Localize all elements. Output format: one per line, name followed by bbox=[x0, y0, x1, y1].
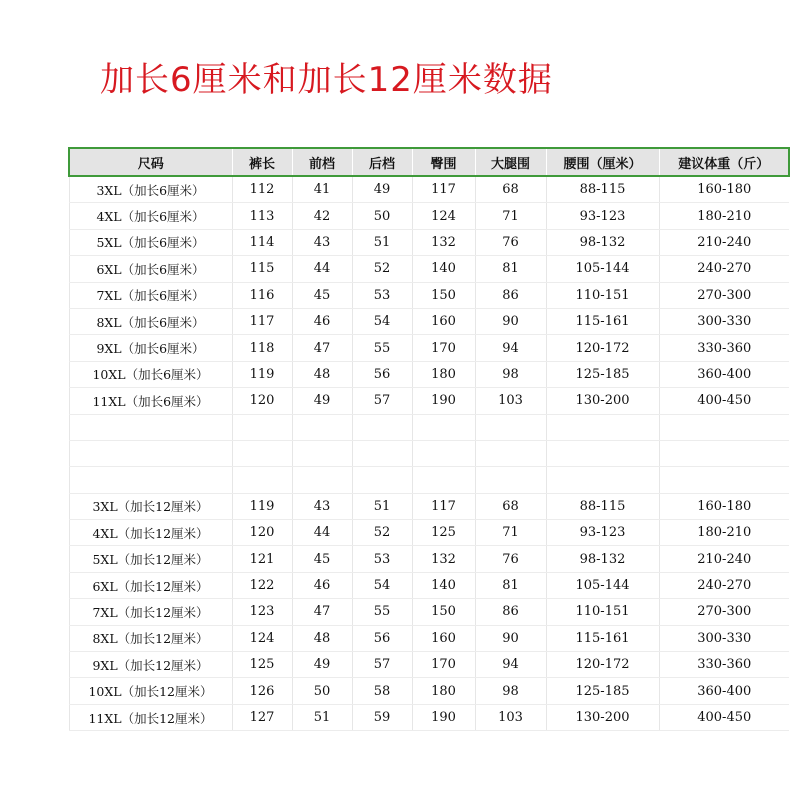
value-cell: 45 bbox=[292, 546, 352, 572]
value-cell: 110-151 bbox=[546, 599, 659, 625]
value-cell: 114 bbox=[232, 229, 292, 255]
header-thigh: 大腿围 bbox=[475, 148, 546, 176]
value-cell: 118 bbox=[232, 335, 292, 361]
value-cell: 180-210 bbox=[659, 520, 789, 546]
value-cell: 120-172 bbox=[546, 335, 659, 361]
value-cell: 86 bbox=[475, 599, 546, 625]
value-cell: 113 bbox=[232, 203, 292, 229]
empty-cell bbox=[475, 414, 546, 440]
value-cell: 57 bbox=[352, 652, 412, 678]
value-cell: 210-240 bbox=[659, 229, 789, 255]
value-cell: 115-161 bbox=[546, 625, 659, 651]
value-cell: 52 bbox=[352, 256, 412, 282]
size-cell: 7XL（加长12厘米） bbox=[69, 599, 232, 625]
value-cell: 53 bbox=[352, 546, 412, 572]
value-cell: 88-115 bbox=[546, 176, 659, 203]
page-title: 加长6厘米和加长12厘米数据 bbox=[100, 60, 553, 100]
size-cell: 11XL（加长6厘米） bbox=[69, 388, 232, 414]
empty-cell bbox=[352, 414, 412, 440]
value-cell: 105-144 bbox=[546, 572, 659, 598]
value-cell: 400-450 bbox=[659, 388, 789, 414]
size-cell: 4XL（加长12厘米） bbox=[69, 520, 232, 546]
header-pants-length: 裤长 bbox=[232, 148, 292, 176]
value-cell: 94 bbox=[475, 335, 546, 361]
value-cell: 103 bbox=[475, 704, 546, 730]
table-row bbox=[69, 176, 789, 203]
table-row bbox=[69, 546, 789, 572]
value-cell: 103 bbox=[475, 388, 546, 414]
value-cell: 81 bbox=[475, 572, 546, 598]
table-row bbox=[69, 203, 789, 229]
value-cell: 120 bbox=[232, 520, 292, 546]
value-cell: 88-115 bbox=[546, 493, 659, 519]
value-cell: 124 bbox=[232, 625, 292, 651]
value-cell: 140 bbox=[412, 256, 475, 282]
empty-cell bbox=[412, 414, 475, 440]
table-row bbox=[69, 388, 789, 414]
value-cell: 125-185 bbox=[546, 678, 659, 704]
value-cell: 59 bbox=[352, 704, 412, 730]
empty-cell bbox=[352, 467, 412, 493]
table-row bbox=[69, 704, 789, 730]
table-row bbox=[69, 572, 789, 598]
value-cell: 45 bbox=[292, 282, 352, 308]
value-cell: 150 bbox=[412, 599, 475, 625]
value-cell: 51 bbox=[352, 493, 412, 519]
size-chart-sheet bbox=[68, 147, 788, 731]
empty-cell bbox=[659, 440, 789, 466]
value-cell: 49 bbox=[352, 176, 412, 203]
value-cell: 123 bbox=[232, 599, 292, 625]
value-cell: 76 bbox=[475, 546, 546, 572]
size-cell: 7XL（加长6厘米） bbox=[69, 282, 232, 308]
table-row bbox=[69, 256, 789, 282]
header-size: 尺码 bbox=[69, 148, 232, 176]
value-cell: 126 bbox=[232, 678, 292, 704]
empty-cell bbox=[659, 414, 789, 440]
value-cell: 43 bbox=[292, 229, 352, 255]
value-cell: 180 bbox=[412, 361, 475, 387]
value-cell: 56 bbox=[352, 625, 412, 651]
value-cell: 115 bbox=[232, 256, 292, 282]
size-cell: 9XL（加长12厘米） bbox=[69, 652, 232, 678]
value-cell: 43 bbox=[292, 493, 352, 519]
header-front-rise: 前档 bbox=[292, 148, 352, 176]
empty-cell bbox=[475, 467, 546, 493]
value-cell: 48 bbox=[292, 361, 352, 387]
value-cell: 125-185 bbox=[546, 361, 659, 387]
value-cell: 115-161 bbox=[546, 308, 659, 334]
size-table bbox=[68, 147, 790, 731]
value-cell: 58 bbox=[352, 678, 412, 704]
value-cell: 300-330 bbox=[659, 308, 789, 334]
value-cell: 170 bbox=[412, 652, 475, 678]
value-cell: 48 bbox=[292, 625, 352, 651]
value-cell: 90 bbox=[475, 308, 546, 334]
value-cell: 52 bbox=[352, 520, 412, 546]
size-cell: 9XL（加长6厘米） bbox=[69, 335, 232, 361]
value-cell: 160-180 bbox=[659, 493, 789, 519]
value-cell: 130-200 bbox=[546, 388, 659, 414]
value-cell: 112 bbox=[232, 176, 292, 203]
value-cell: 160-180 bbox=[659, 176, 789, 203]
size-cell: 4XL（加长6厘米） bbox=[69, 203, 232, 229]
size-cell: 5XL（加长6厘米） bbox=[69, 229, 232, 255]
empty-cell bbox=[352, 440, 412, 466]
header-waist: 腰围（厘米） bbox=[546, 148, 659, 176]
empty-cell bbox=[69, 414, 232, 440]
value-cell: 132 bbox=[412, 546, 475, 572]
empty-cell bbox=[659, 467, 789, 493]
value-cell: 360-400 bbox=[659, 361, 789, 387]
value-cell: 50 bbox=[292, 678, 352, 704]
value-cell: 44 bbox=[292, 520, 352, 546]
table-row bbox=[69, 229, 789, 255]
value-cell: 68 bbox=[475, 493, 546, 519]
value-cell: 140 bbox=[412, 572, 475, 598]
value-cell: 90 bbox=[475, 625, 546, 651]
value-cell: 98-132 bbox=[546, 229, 659, 255]
value-cell: 119 bbox=[232, 493, 292, 519]
empty-row bbox=[69, 414, 789, 440]
value-cell: 270-300 bbox=[659, 282, 789, 308]
value-cell: 55 bbox=[352, 599, 412, 625]
value-cell: 117 bbox=[412, 493, 475, 519]
size-cell: 6XL（加长6厘米） bbox=[69, 256, 232, 282]
value-cell: 124 bbox=[412, 203, 475, 229]
value-cell: 93-123 bbox=[546, 203, 659, 229]
value-cell: 330-360 bbox=[659, 335, 789, 361]
size-cell: 3XL（加长12厘米） bbox=[69, 493, 232, 519]
value-cell: 57 bbox=[352, 388, 412, 414]
value-cell: 41 bbox=[292, 176, 352, 203]
empty-row bbox=[69, 440, 789, 466]
value-cell: 117 bbox=[232, 308, 292, 334]
empty-cell bbox=[232, 414, 292, 440]
size-cell: 5XL（加长12厘米） bbox=[69, 546, 232, 572]
value-cell: 210-240 bbox=[659, 546, 789, 572]
value-cell: 127 bbox=[232, 704, 292, 730]
value-cell: 270-300 bbox=[659, 599, 789, 625]
value-cell: 71 bbox=[475, 520, 546, 546]
empty-cell bbox=[232, 440, 292, 466]
value-cell: 49 bbox=[292, 388, 352, 414]
table-row bbox=[69, 599, 789, 625]
empty-cell bbox=[412, 440, 475, 466]
value-cell: 180-210 bbox=[659, 203, 789, 229]
value-cell: 46 bbox=[292, 572, 352, 598]
value-cell: 54 bbox=[352, 572, 412, 598]
value-cell: 51 bbox=[352, 229, 412, 255]
value-cell: 119 bbox=[232, 361, 292, 387]
header-hip: 臀围 bbox=[412, 148, 475, 176]
table-row bbox=[69, 652, 789, 678]
empty-cell bbox=[232, 467, 292, 493]
size-cell: 8XL（加长6厘米） bbox=[69, 308, 232, 334]
value-cell: 50 bbox=[352, 203, 412, 229]
value-cell: 86 bbox=[475, 282, 546, 308]
value-cell: 190 bbox=[412, 388, 475, 414]
value-cell: 55 bbox=[352, 335, 412, 361]
value-cell: 121 bbox=[232, 546, 292, 572]
header-back-rise: 后档 bbox=[352, 148, 412, 176]
value-cell: 68 bbox=[475, 176, 546, 203]
table-row bbox=[69, 335, 789, 361]
value-cell: 44 bbox=[292, 256, 352, 282]
size-cell: 11XL（加长12厘米） bbox=[69, 704, 232, 730]
size-cell: 10XL（加长6厘米） bbox=[69, 361, 232, 387]
value-cell: 300-330 bbox=[659, 625, 789, 651]
size-cell: 6XL（加长12厘米） bbox=[69, 572, 232, 598]
value-cell: 47 bbox=[292, 599, 352, 625]
empty-cell bbox=[292, 440, 352, 466]
value-cell: 98-132 bbox=[546, 546, 659, 572]
value-cell: 49 bbox=[292, 652, 352, 678]
table-row bbox=[69, 361, 789, 387]
value-cell: 360-400 bbox=[659, 678, 789, 704]
value-cell: 180 bbox=[412, 678, 475, 704]
value-cell: 240-270 bbox=[659, 572, 789, 598]
value-cell: 110-151 bbox=[546, 282, 659, 308]
value-cell: 76 bbox=[475, 229, 546, 255]
value-cell: 94 bbox=[475, 652, 546, 678]
value-cell: 81 bbox=[475, 256, 546, 282]
header-weight: 建议体重（斤） bbox=[659, 148, 789, 176]
value-cell: 46 bbox=[292, 308, 352, 334]
value-cell: 56 bbox=[352, 361, 412, 387]
value-cell: 51 bbox=[292, 704, 352, 730]
value-cell: 116 bbox=[232, 282, 292, 308]
empty-cell bbox=[546, 414, 659, 440]
empty-cell bbox=[69, 467, 232, 493]
value-cell: 150 bbox=[412, 282, 475, 308]
value-cell: 98 bbox=[475, 361, 546, 387]
empty-cell bbox=[546, 440, 659, 466]
size-cell: 8XL（加长12厘米） bbox=[69, 625, 232, 651]
value-cell: 190 bbox=[412, 704, 475, 730]
value-cell: 105-144 bbox=[546, 256, 659, 282]
size-cell: 3XL（加长6厘米） bbox=[69, 176, 232, 203]
table-row bbox=[69, 308, 789, 334]
value-cell: 122 bbox=[232, 572, 292, 598]
value-cell: 160 bbox=[412, 308, 475, 334]
table-row bbox=[69, 625, 789, 651]
value-cell: 160 bbox=[412, 625, 475, 651]
value-cell: 98 bbox=[475, 678, 546, 704]
empty-cell bbox=[475, 440, 546, 466]
empty-row bbox=[69, 467, 789, 493]
value-cell: 53 bbox=[352, 282, 412, 308]
table-row bbox=[69, 493, 789, 519]
value-cell: 93-123 bbox=[546, 520, 659, 546]
empty-cell bbox=[546, 467, 659, 493]
empty-cell bbox=[292, 467, 352, 493]
table-row bbox=[69, 678, 789, 704]
size-cell: 10XL（加长12厘米） bbox=[69, 678, 232, 704]
value-cell: 170 bbox=[412, 335, 475, 361]
value-cell: 240-270 bbox=[659, 256, 789, 282]
table-body bbox=[69, 176, 789, 731]
value-cell: 125 bbox=[232, 652, 292, 678]
value-cell: 117 bbox=[412, 176, 475, 203]
empty-cell bbox=[292, 414, 352, 440]
empty-cell bbox=[69, 440, 232, 466]
value-cell: 47 bbox=[292, 335, 352, 361]
value-cell: 130-200 bbox=[546, 704, 659, 730]
value-cell: 120 bbox=[232, 388, 292, 414]
header-row bbox=[69, 148, 789, 176]
table-row bbox=[69, 520, 789, 546]
value-cell: 330-360 bbox=[659, 652, 789, 678]
value-cell: 71 bbox=[475, 203, 546, 229]
value-cell: 42 bbox=[292, 203, 352, 229]
value-cell: 400-450 bbox=[659, 704, 789, 730]
value-cell: 132 bbox=[412, 229, 475, 255]
value-cell: 54 bbox=[352, 308, 412, 334]
empty-cell bbox=[412, 467, 475, 493]
value-cell: 120-172 bbox=[546, 652, 659, 678]
value-cell: 125 bbox=[412, 520, 475, 546]
table-row bbox=[69, 282, 789, 308]
